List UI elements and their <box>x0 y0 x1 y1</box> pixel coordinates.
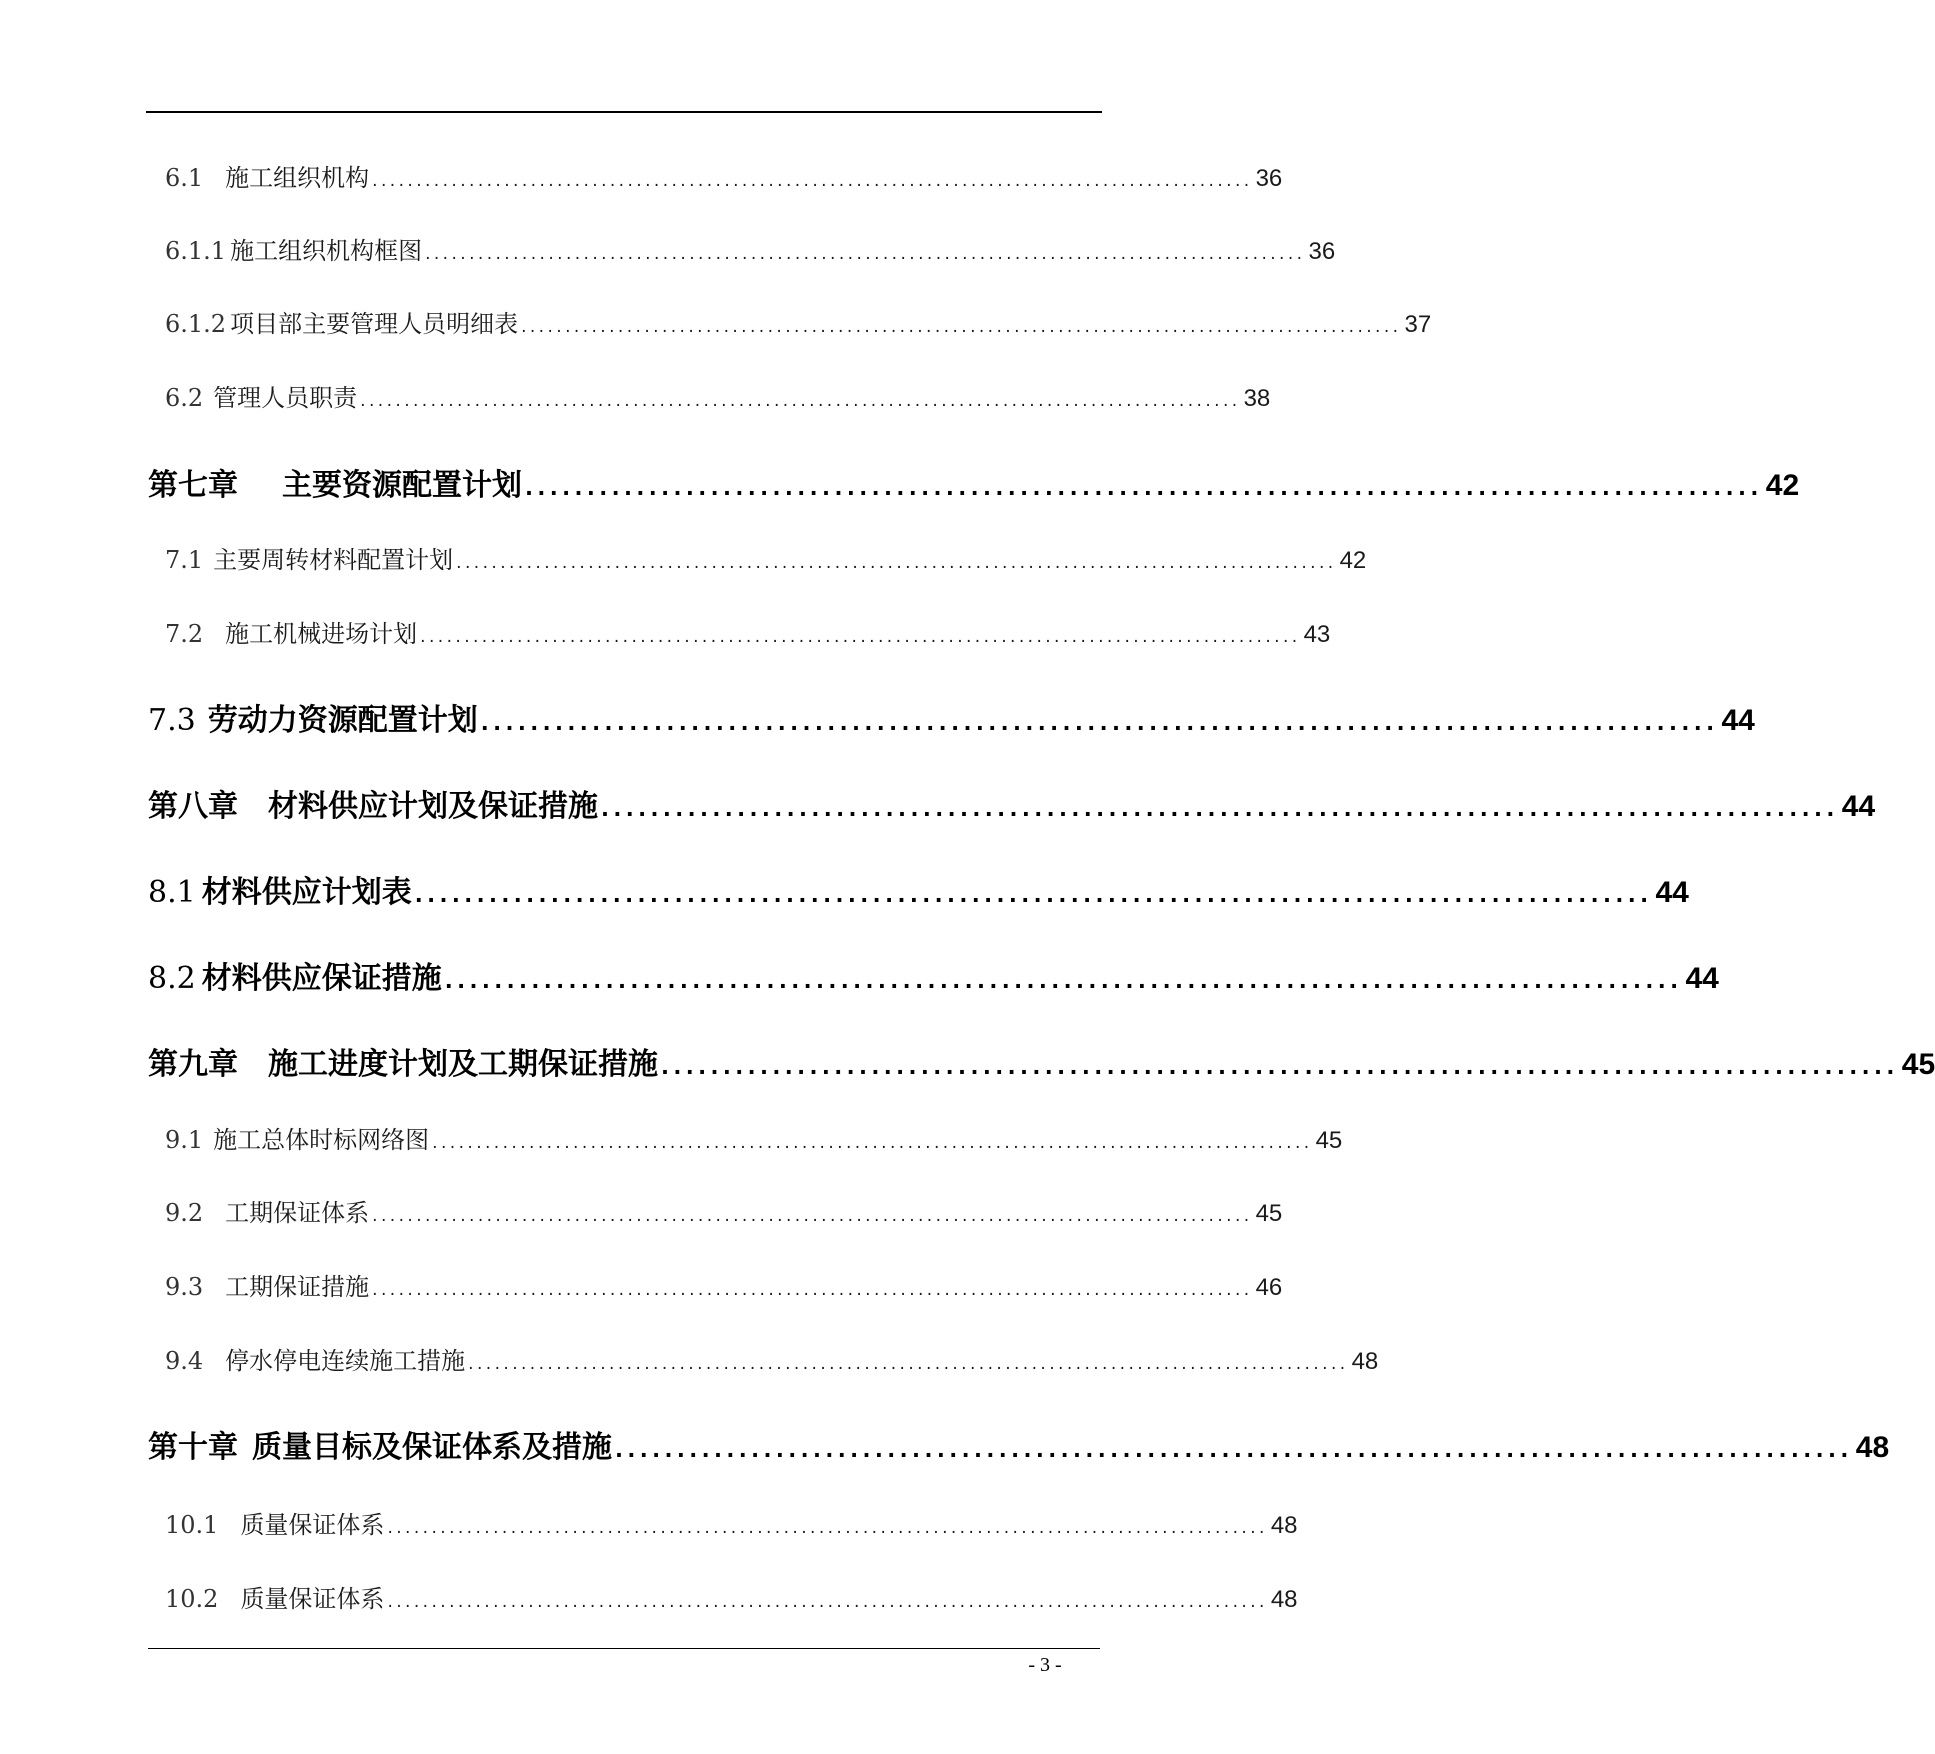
toc-dot-leader: .................................................................................................... <box>601 797 1839 821</box>
toc-entry-page: 48 <box>1351 1348 1379 1375</box>
toc-entry[interactable] <box>165 1267 1283 1301</box>
toc-entry[interactable] <box>165 378 1271 412</box>
toc-dot-leader: .................................................................................................... <box>387 1518 1268 1538</box>
toc-entry-number: 9.1 <box>165 1126 204 1154</box>
toc-dot-leader: .................................................................................................... <box>521 317 1402 337</box>
toc-entry-page: 36 <box>1308 238 1336 265</box>
toc-entry-number: 10.1 <box>165 1511 219 1539</box>
toc-entry[interactable] <box>165 540 1367 574</box>
toc-dot-leader: .................................................................................................... <box>360 391 1241 411</box>
toc-dot-leader: .................................................................................................... <box>456 553 1337 573</box>
toc-entry-number: 第七章 <box>148 468 238 503</box>
toc-chapter-entry[interactable] <box>148 460 1800 503</box>
toc-entry-page: 45 <box>1901 1048 1935 1081</box>
toc-entry-number: 9.3 <box>165 1273 204 1301</box>
toc-entry-number: 8.2 <box>148 961 196 996</box>
toc-entry-number: 7.2 <box>165 620 204 648</box>
toc-section-entry[interactable] <box>148 953 1719 996</box>
toc-entry-number: 9.2 <box>165 1199 204 1227</box>
toc-entry-title: 施工机械进场计划 <box>225 620 418 648</box>
toc-dot-leader: .................................................................................................... <box>414 883 1653 907</box>
toc-dot-leader: .................................................................................................... <box>468 1354 1349 1374</box>
toc-entry-title: 主要周转材料配置计划 <box>213 546 454 574</box>
footer-rule <box>148 1648 1100 1649</box>
toc-entry-page: 36 <box>1255 165 1283 192</box>
toc-dot-leader: .................................................................................................... <box>615 1438 1853 1462</box>
toc-entry-title: 工期保证措施 <box>225 1273 370 1301</box>
toc-entry-number: 8.1 <box>148 875 196 910</box>
toc-entry-number: 6.1.1 <box>165 237 227 265</box>
toc-entry-number: 6.2 <box>165 384 204 412</box>
toc-entry-title: 材料供应保证措施 <box>201 961 442 996</box>
toc-entry-title: 工期保证体系 <box>225 1199 370 1227</box>
toc-entry-number: 9.4 <box>165 1347 204 1375</box>
toc-entry-title: 停水停电连续施工措施 <box>225 1347 466 1375</box>
toc-entry-title: 施工进度计划及工期保证措施 <box>268 1047 658 1082</box>
toc-dot-leader: .................................................................................................... <box>372 1206 1253 1226</box>
toc-chapter-entry[interactable] <box>148 1039 1935 1082</box>
toc-entry-number: 7.3 <box>148 703 196 738</box>
toc-entry[interactable] <box>165 1120 1343 1154</box>
toc-dot-leader: .................................................................................................... <box>525 476 1763 500</box>
toc-entry-title: 施工组织机构 <box>225 164 370 192</box>
toc-entry[interactable] <box>165 1505 1298 1539</box>
toc-entry-title: 主要资源配置计划 <box>282 468 522 503</box>
toc-entry-title: 材料供应计划表 <box>201 875 412 910</box>
toc-entry-title: 劳动力资源配置计划 <box>207 703 478 738</box>
toc-entry[interactable] <box>165 614 1331 648</box>
toc-entry[interactable] <box>165 1341 1379 1375</box>
toc-entry-title: 质量目标及保证体系及措施 <box>252 1430 612 1465</box>
toc-section-entry[interactable] <box>148 695 1755 738</box>
toc-entry-title: 施工总体时标网络图 <box>213 1126 430 1154</box>
toc-entry-number: 第九章 <box>148 1047 238 1082</box>
toc-entry[interactable] <box>165 231 1336 265</box>
toc-dot-leader: .................................................................................................... <box>661 1055 1899 1079</box>
toc-entry[interactable] <box>165 1193 1283 1227</box>
toc-dot-leader: .................................................................................................... <box>444 969 1683 993</box>
toc-entry-number: 第八章 <box>148 789 238 824</box>
toc-entry-page: 43 <box>1303 621 1331 648</box>
toc-dot-leader: .................................................................................................... <box>432 1133 1313 1153</box>
toc-entry-title: 施工组织机构框图 <box>230 237 423 265</box>
toc-section-entry[interactable] <box>148 867 1689 910</box>
toc-entry-title: 材料供应计划及保证措施 <box>268 789 598 824</box>
toc-entry-page: 42 <box>1339 547 1367 574</box>
toc-entry-page: 45 <box>1255 1200 1283 1227</box>
toc-dot-leader: .................................................................................................... <box>480 711 1719 735</box>
toc-entry-page: 44 <box>1841 790 1876 823</box>
toc-dot-leader: .................................................................................................... <box>372 171 1253 191</box>
toc-dot-leader: .................................................................................................... <box>387 1592 1268 1612</box>
toc-entry-title: 项目部主要管理人员明细表 <box>230 310 519 338</box>
toc-entry-page: 44 <box>1721 704 1755 737</box>
toc-entry[interactable] <box>165 304 1432 338</box>
toc-entry-number: 第十章 <box>148 1430 238 1465</box>
toc-entry-page: 42 <box>1765 469 1800 502</box>
toc-chapter-entry[interactable] <box>148 781 1876 824</box>
header-rule <box>146 111 1102 113</box>
toc-entry-page: 46 <box>1255 1274 1283 1301</box>
toc-entry-page: 45 <box>1315 1127 1343 1154</box>
toc-entry-page: 37 <box>1404 311 1432 338</box>
toc-entry-number: 6.1.2 <box>165 310 227 338</box>
toc-entry[interactable] <box>165 158 1283 192</box>
toc-entry-page: 48 <box>1270 1512 1298 1539</box>
page-number: - 3 - <box>1028 1654 1062 1676</box>
toc-entry-page: 44 <box>1685 962 1719 995</box>
toc-dot-leader: .................................................................................................... <box>425 244 1306 264</box>
toc-entry-number: 6.1 <box>165 164 204 192</box>
toc-entry-title: 管理人员职责 <box>213 384 358 412</box>
toc-entry-number: 7.1 <box>165 546 204 574</box>
toc-entry-title: 质量保证体系 <box>240 1585 385 1613</box>
toc-dot-leader: .................................................................................................... <box>420 627 1301 647</box>
toc-entry-page: 44 <box>1655 876 1689 909</box>
toc-entry-page: 38 <box>1243 385 1271 412</box>
toc-entry-page: 48 <box>1270 1586 1298 1613</box>
toc-entry-number: 10.2 <box>165 1585 219 1613</box>
toc-entry-page: 48 <box>1855 1431 1890 1464</box>
toc-chapter-entry[interactable] <box>148 1422 1890 1465</box>
toc-entry[interactable] <box>165 1579 1298 1613</box>
toc-entry-title: 质量保证体系 <box>240 1511 385 1539</box>
toc-dot-leader: .................................................................................................... <box>372 1280 1253 1300</box>
